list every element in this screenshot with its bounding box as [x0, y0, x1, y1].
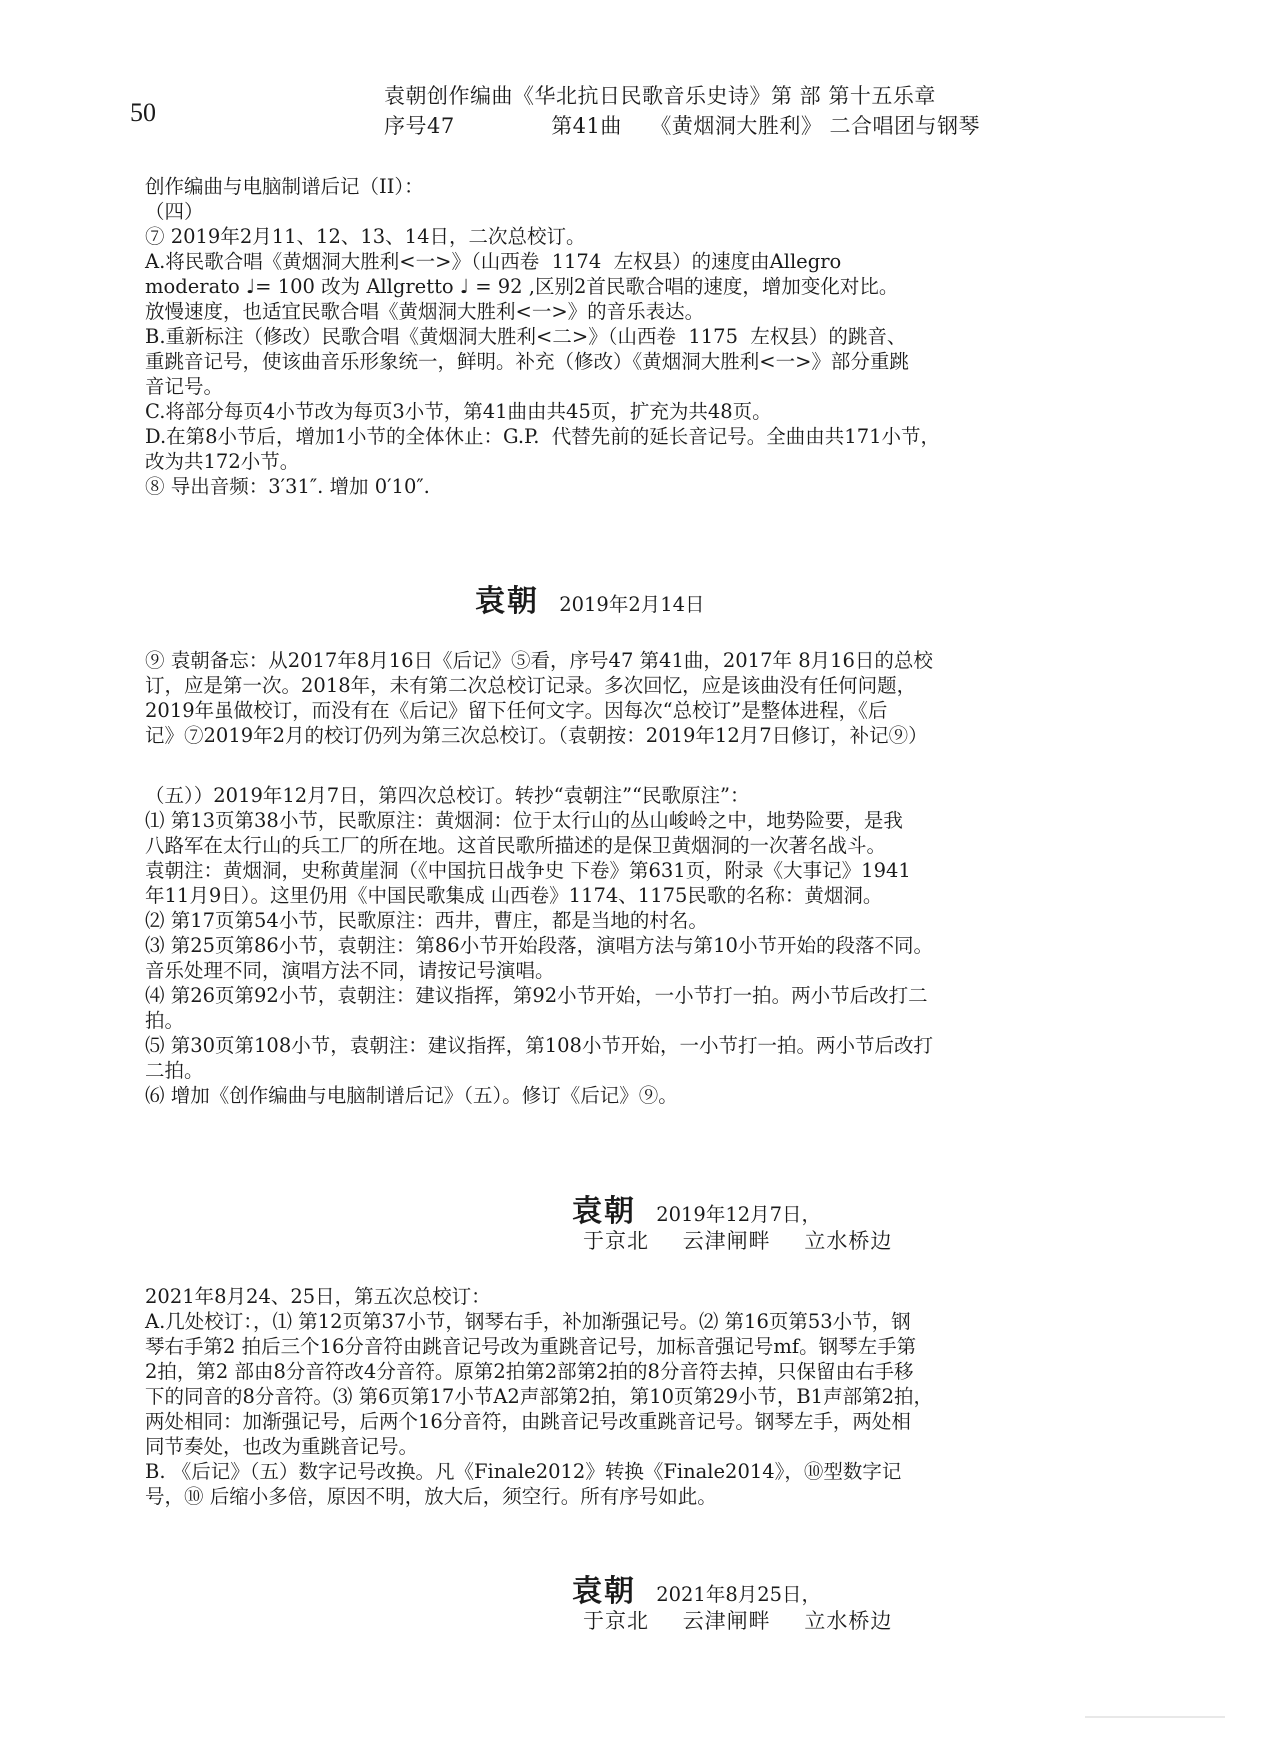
running-header-line2 [384, 110, 980, 140]
text-line: ⑶ 第25页第86小节，袁朝注：第86小节开始段落，演唱方法与第10小节开始的段落不同。 [145, 934, 933, 957]
text-line: B. 《后记》（五）数字记号改换。凡《Finale2012》转换《Finale2014》，⑩型数字记 [145, 1460, 902, 1483]
header-serial: 序号47 [384, 114, 455, 138]
text-line: 八路军在太行山的兵工厂的所在地。这首民歌所描述的是保卫黄烟洞的一次著名战斗。 [145, 834, 887, 857]
signature-block-1 [475, 576, 705, 620]
text-line: D.在第8小节后，增加1小节的全体休止：G.P. 代替先前的延长音记号。全曲由共171小节， [145, 425, 941, 448]
text-line: 同节奏处，也改为重跳音记号。 [145, 1435, 419, 1458]
text-line: A.将民歌合唱《黄烟洞大胜利<一>》（山西卷 1174 左权县）的速度由Allegro [145, 250, 842, 273]
text-line: 年11月9日）。这里仍用《中国民歌集成 山西卷》1174、1175民歌的名称：黄烟洞。 [145, 884, 883, 907]
signature-place-3 [583, 1605, 918, 1635]
section-afterword-4 [145, 174, 1135, 499]
place-part: 云津闸畔 [682, 1609, 771, 1633]
text-line: ⑵ 第17页第54小节，民歌原注：西井，曹庄，都是当地的村名。 [145, 909, 708, 932]
place-part: 立水桥边 [804, 1229, 893, 1253]
text-line: 号，⑩ 后缩小多倍，原因不明，放大后，须空行。所有序号如此。 [145, 1485, 717, 1508]
place-part: 于京北 [583, 1609, 649, 1633]
section-memo [145, 648, 1135, 748]
text-line: ⑦ 2019年2月11、12、13、14日，二次总校订。 [145, 225, 586, 248]
text-line: 音记号。 [145, 375, 224, 398]
place-part: 云津闸畔 [682, 1229, 771, 1253]
text-line: ⑴ 第13页第38小节，民歌原注：黄烟洞：位于太行山的丛山峻岭之中，地势险要，是我 [145, 809, 903, 832]
section-afterword-5 [145, 783, 1135, 1108]
running-header-line1: 袁朝创作编曲《华北抗日民歌音乐史诗》第 部 第十五乐章 [384, 84, 936, 108]
text-line: （五））2019年12月7日，第四次总校订。转抄“袁朝注”“民歌原注”： [145, 784, 750, 807]
text-line: 2拍，第2 部由8分音符改4分音符。原第2拍第2部第2拍的8分音符去掉，只保留由右手移 [145, 1360, 914, 1383]
text-line: 琴右手第2 拍后三个16分音符由跳音记号改为重跳音记号，加标音强记号mf。钢琴左手第 [145, 1335, 917, 1358]
text-line: 记》⑦2019年2月的校订仍列为第三次总校订。（袁朝按：2019年12月7日修订，补记⑨） [145, 724, 928, 747]
signature-name: 袁朝 [572, 1574, 636, 1609]
section-revision-5 [145, 1284, 1135, 1509]
text-line: 2019年虽做校订，而没有在《后记》留下任何文字。因每次“总校订”是整体进程，《后 [145, 699, 888, 722]
text-line: 下的同音的8分音符。⑶ 第6页第17小节A2声部第2拍，第10页第29小节，B1声部第2拍， [145, 1385, 933, 1408]
place-part: 立水桥边 [804, 1609, 893, 1633]
text-line: 放慢速度，也适宜民歌合唱《黄烟洞大胜利<一>》的音乐表达。 [145, 300, 705, 323]
text-line: 两处相同：加渐强记号，后两个16分音符，由跳音记号改重跳音记号。钢琴左手，两处相 [145, 1410, 911, 1433]
text-line: moderato ♩= 100 改为 Allgretto ♩ = 92 ,区别2首民歌合唱的速度，增加变化对比。 [145, 275, 899, 298]
section-subtitle: （四） [145, 200, 204, 223]
text-line: 袁朝注：黄烟洞，史称黄崖洞（《中国抗日战争史 下卷》第631页，附录《大事记》1941 [145, 859, 911, 882]
text-line: 拍。 [145, 1009, 185, 1032]
text-line: B.重新标注（修改）民歌合唱《黄烟洞大胜利<二>》（山西卷 1175 左权县）的跳音、 [145, 325, 907, 348]
text-line: ⑨ 袁朝备忘：从2017年8月16日《后记》⑤看，序号47 第41曲，2017年 8月16日的总校 [145, 649, 933, 672]
text-line: C.将部分每页4小节改为每页3小节，第41曲由共45页，扩充为共48页。 [145, 400, 772, 423]
signature-block-2 [572, 1186, 821, 1230]
faint-watermark [1085, 1716, 1225, 1718]
text-line: 二拍。 [145, 1059, 204, 1082]
signature-date: 2019年2月14日 [559, 593, 705, 616]
text-line: 改为共172小节。 [145, 450, 300, 473]
text-line: ⑧ 导出音频：3′31″. 增加 0′10″. [145, 475, 430, 498]
signature-place-2 [583, 1225, 918, 1255]
text-line: ⑹ 增加《创作编曲与电脑制谱后记》（五）。修订《后记》⑨。 [145, 1084, 678, 1107]
header-piece: 第41曲 [551, 114, 622, 138]
signature-name: 袁朝 [572, 1194, 636, 1229]
signature-date: 2021年8月25日， [656, 1583, 822, 1606]
signature-date: 2019年12月7日， [656, 1203, 822, 1226]
section-title: 创作编曲与电脑制谱后记（II）： [145, 175, 424, 198]
text-line: 订，应是第一次。2018年，未有第二次总校订记录。多次回忆，应是该曲没有任何问题， [145, 674, 917, 697]
place-part: 于京北 [583, 1229, 649, 1253]
text-line: ⑸ 第30页第108小节，袁朝注：建议指挥，第108小节开始，一小节打一拍。两小节后改打 [145, 1034, 933, 1057]
text-line: ⑷ 第26页第92小节，袁朝注：建议指挥，第92小节开始，一小节打一拍。两小节后改打二 [145, 984, 928, 1007]
header-title: 《黄烟洞大胜利》 二合唱团与钢琴 [650, 114, 981, 138]
text-line: 音乐处理不同，演唱方法不同，请按记号演唱。 [145, 959, 555, 982]
text-line: A.几处校订：，⑴ 第12页第37小节，钢琴右手，补加渐强记号。⑵ 第16页第53小节，钢 [145, 1310, 911, 1333]
text-line: 重跳音记号，使该曲音乐形象统一，鲜明。补充（修改）《黄烟洞大胜利<一>》部分重跳 [145, 350, 909, 373]
text-line: 2021年8月24、25日，第五次总校订： [145, 1285, 491, 1308]
signature-block-3 [572, 1566, 821, 1610]
signature-name: 袁朝 [475, 584, 539, 619]
page-number: 50 [130, 98, 156, 127]
